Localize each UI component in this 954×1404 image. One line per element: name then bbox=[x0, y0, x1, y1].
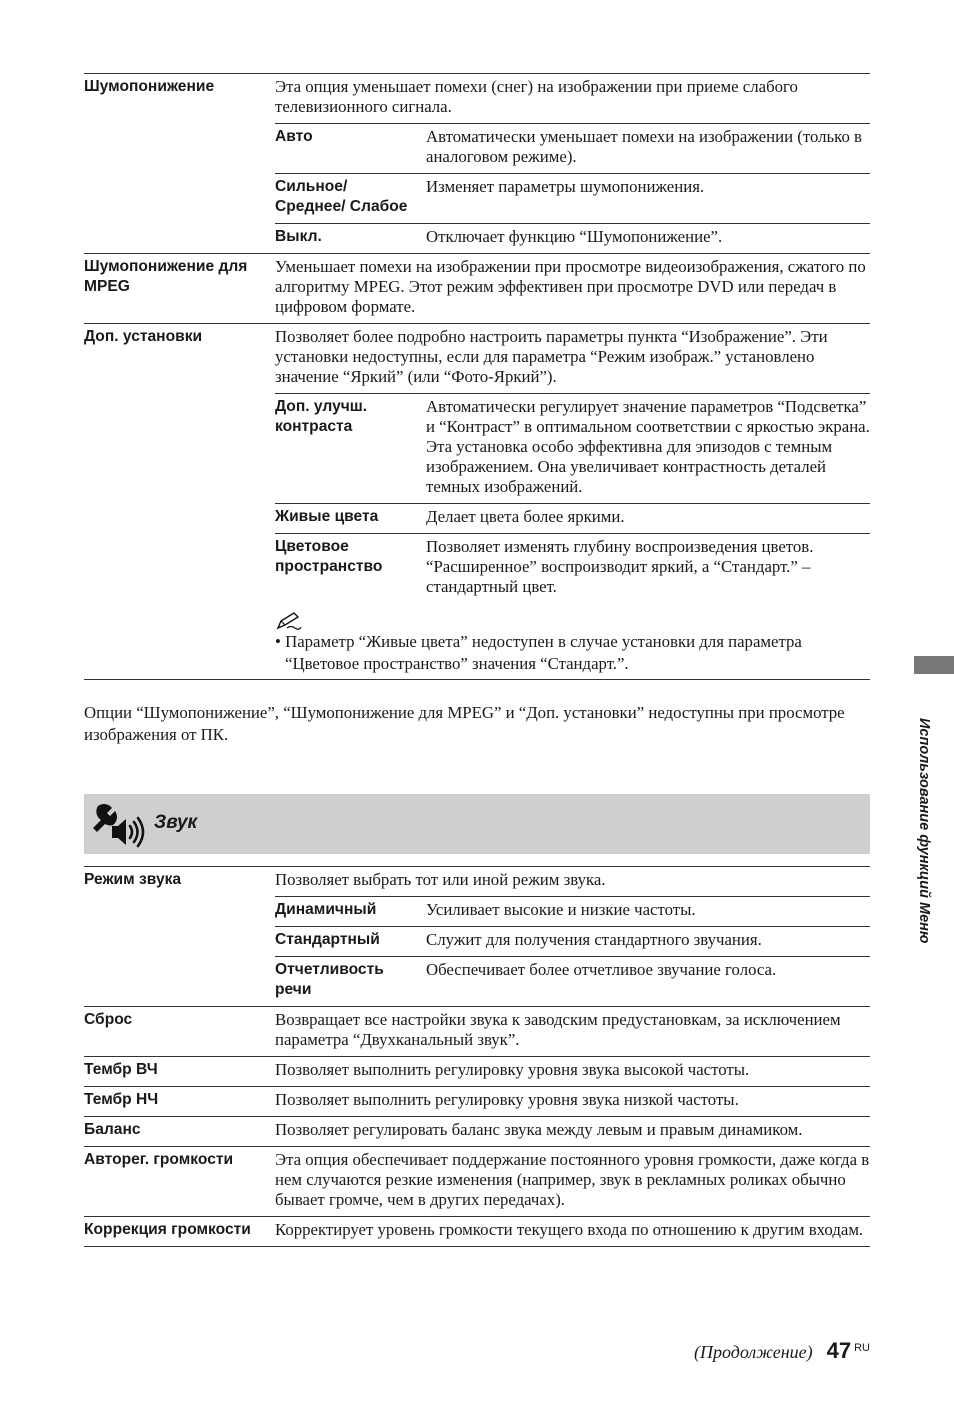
picture-options-table bbox=[84, 73, 870, 680]
side-tab-label: Использование функций Меню bbox=[916, 718, 932, 944]
continued-label: (Продолжение) bbox=[693, 1342, 813, 1362]
sub-option-description: Автоматически регулирует значение параметров “Подсветка” и “Контраст” в оптимальном соответствии с яркостью экрана. Эта установка особо эффективна для эпизодов с темным изображением. Она увеличивает контрастность деталей темных изображений. bbox=[426, 394, 870, 504]
option-label: Шумопонижение bbox=[84, 78, 215, 95]
option-label: Шумопонижение для MPEG bbox=[84, 258, 248, 295]
option-label: Тембр ВЧ bbox=[84, 1061, 158, 1078]
option-row bbox=[84, 1217, 870, 1247]
option-description: Эта опция уменьшает помехи (снег) на изображении при приеме слабого телевизионного сигнала. bbox=[275, 77, 798, 116]
sub-option-label: Доп. улучш. контраста bbox=[275, 394, 426, 504]
page-footer bbox=[694, 1338, 870, 1364]
option-content bbox=[275, 254, 870, 324]
sub-option-row bbox=[275, 504, 870, 534]
sound-options-table bbox=[84, 866, 870, 1247]
pencil-note-icon bbox=[275, 611, 303, 631]
option-row bbox=[84, 867, 870, 1007]
sub-option-label: Стандартный bbox=[275, 927, 426, 957]
option-row bbox=[84, 324, 870, 680]
sub-option-label: Динамичный bbox=[275, 897, 426, 927]
sub-option-description: Изменяет параметры шумопонижения. bbox=[426, 174, 870, 224]
option-description: Позволяет регулировать баланс звука между левым и правым динамиком. bbox=[275, 1120, 803, 1139]
sub-option-row bbox=[275, 957, 870, 1007]
option-label: Авторег. громкости bbox=[84, 1151, 234, 1168]
sub-option-row bbox=[275, 394, 870, 504]
option-row bbox=[84, 1007, 870, 1057]
option-row bbox=[84, 1087, 870, 1117]
option-label: Тембр НЧ bbox=[84, 1091, 159, 1108]
sub-option-description: Автоматически уменьшает помехи на изображении (только в аналоговом режиме). bbox=[426, 124, 870, 174]
sub-option-description: Обеспечивает более отчетливое звучание голоса. bbox=[426, 957, 870, 1007]
option-note bbox=[275, 603, 870, 679]
sub-option-description: Усиливает высокие и низкие частоты. bbox=[426, 897, 870, 927]
sub-option-label: Цветовое пространство bbox=[275, 534, 426, 604]
option-description: Позволяет выполнить регулировку уровня звука низкой частоты. bbox=[275, 1090, 739, 1109]
sub-option-table bbox=[275, 896, 870, 1006]
page-number: 47 bbox=[826, 1338, 852, 1363]
sub-option-description: Позволяет изменять глубину воспроизведения цветов. “Расширенное” воспроизводит яркий, а “Стандарт.” – стандартный цвет. bbox=[426, 534, 870, 604]
sub-option-description: Служит для получения стандартного звучания. bbox=[426, 927, 870, 957]
option-label: Баланс bbox=[84, 1121, 141, 1138]
option-content bbox=[275, 324, 870, 680]
sub-option-table bbox=[275, 123, 870, 253]
page-lang: RU bbox=[854, 1342, 870, 1354]
sub-option-description: Делает цвета более яркими. bbox=[426, 504, 870, 534]
bullet-icon: • bbox=[275, 632, 286, 651]
sub-option-label: Авто bbox=[275, 124, 426, 174]
sub-option-table bbox=[275, 393, 870, 603]
sub-option-row bbox=[275, 927, 870, 957]
sub-option-label: Сильное/ Среднее/ Слабое bbox=[275, 174, 426, 224]
sound-section-header bbox=[84, 794, 870, 854]
option-content bbox=[275, 1147, 870, 1217]
option-label: Сброс bbox=[84, 1011, 133, 1028]
sub-option-row bbox=[275, 174, 870, 224]
sub-option-row bbox=[275, 124, 870, 174]
option-description: Позволяет более подробно настроить параметры пункта “Изображение”. Эти установки недоступны, если для параметра “Режим изображ.” установлено значение “Яркий” (или “Фото-Яркий”). bbox=[275, 327, 828, 386]
option-row bbox=[84, 1117, 870, 1147]
sub-option-label: Отчетливость речи bbox=[275, 957, 426, 1007]
option-row bbox=[84, 74, 870, 254]
option-description: Уменьшает помехи на изображении при просмотре видеоизображения, сжатого по алгоритму MPEG. Этот режим эффективен при просмотре DVD или передач в цифровом формате. bbox=[275, 257, 866, 316]
option-content bbox=[275, 1217, 870, 1247]
option-content bbox=[275, 1087, 870, 1117]
side-tab-marker bbox=[914, 656, 954, 674]
option-description: Позволяет выполнить регулировку уровня звука высокой частоты. bbox=[275, 1060, 750, 1079]
sub-option-description: Отключает функцию “Шумопонижение”. bbox=[426, 224, 870, 254]
option-row bbox=[84, 1057, 870, 1087]
sub-option-row bbox=[275, 897, 870, 927]
note-bullet bbox=[275, 631, 870, 675]
section-title: Звук bbox=[154, 812, 198, 833]
option-label: Режим звука bbox=[84, 871, 182, 888]
option-content bbox=[275, 74, 870, 254]
option-content bbox=[275, 1007, 870, 1057]
option-content bbox=[275, 867, 870, 1007]
wrench-speaker-icon bbox=[90, 802, 146, 848]
sub-option-row bbox=[275, 224, 870, 254]
option-description: Эта опция обеспечивает поддержание постоянного уровня громкости, даже когда в нем случаются резкие изменения (например, звук в рекламных роликах обычно бывает громче, чем в других передачах). bbox=[275, 1150, 870, 1209]
option-content bbox=[275, 1117, 870, 1147]
option-label: Доп. установки bbox=[84, 328, 203, 345]
option-content bbox=[275, 1057, 870, 1087]
sub-option-row bbox=[275, 534, 870, 604]
note-text: Параметр “Живые цвета” недоступен в случае установки для параметра “Цветовое пространство” значения “Стандарт.”. bbox=[285, 632, 802, 673]
option-description: Возвращает все настройки звука к заводским предустановкам, за исключением параметра “Двухканальный звук”. bbox=[275, 1010, 841, 1049]
option-label: Коррекция громкости bbox=[84, 1221, 251, 1238]
sub-option-label: Выкл. bbox=[275, 224, 426, 254]
picture-footnote: Опции “Шумопонижение”, “Шумопонижение для MPEG” и “Доп. установки” недоступны при просмотре изображения от ПК. bbox=[84, 703, 845, 744]
option-description: Корректирует уровень громкости текущего входа по отношению к другим входам. bbox=[275, 1220, 864, 1239]
option-row bbox=[84, 1147, 870, 1217]
option-row bbox=[84, 254, 870, 324]
option-description: Позволяет выбрать тот или иной режим звука. bbox=[275, 870, 606, 889]
sub-option-label: Живые цвета bbox=[275, 504, 426, 534]
